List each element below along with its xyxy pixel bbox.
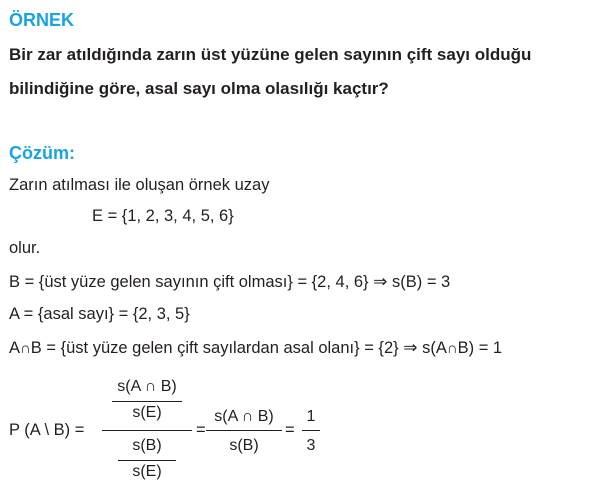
middle-fraction-bar [206,430,282,431]
denominator-fraction-bar [118,460,176,461]
main-fraction-bar [102,430,192,431]
set-b-count: s(B) = 3 [392,273,451,291]
result-text: olur. [9,239,41,257]
denominator-bottom: s(E) [132,463,162,480]
numerator-bottom: s(E) [132,404,162,421]
question-line-1: Bir zar atıldığında zarın üst yüzüne gelen sayının çift sayı olduğu [9,45,532,64]
intersection-symbol: ∩ [446,340,458,357]
intersection-line [9,338,502,358]
intersection-symbol: ∩ [20,340,31,357]
numerator-fraction-bar [112,401,182,402]
solution-heading: Çözüm: [9,143,75,163]
intersection-definition: B = {üst yüze gelen çift sayılardan asal olanı} = {2} [30,339,399,357]
numerator-top: s(A ∩ B) [117,378,177,395]
probability-lhs: P (A \ B) = [9,421,85,439]
middle-denominator: s(B) [229,437,259,454]
result-numerator: 1 [306,408,316,425]
implies-arrow: ⇒ [403,338,418,357]
middle-numerator: s(A ∩ B) [214,408,274,425]
denominator-top: s(B) [132,437,162,454]
result-denominator: 3 [306,437,316,454]
intersection-count-a: s(A [422,339,447,357]
implies-arrow: ⇒ [373,272,388,291]
example-heading: ÖRNEK [9,10,75,30]
set-b-definition: B = {üst yüze gelen sayının çift olması} = {2, 4, 6} [9,273,369,291]
set-a-line: A = {asal sayı} = {2, 3, 5} [9,305,190,323]
set-b-line [9,272,450,292]
equals-sign-2: = [285,421,295,439]
sample-space-intro: Zarın atılması ile oluşan örnek uzay [9,176,270,194]
equals-sign-1: = [196,421,206,439]
question-line-2: bilindiğine göre, asal sayı olma olasılığı kaçtır? [9,79,389,98]
intersection-a: A [9,339,21,357]
sample-space-set: E = {1, 2, 3, 4, 5, 6} [92,207,234,225]
intersection-count-b: B) = 1 [457,339,503,357]
result-fraction-bar [302,430,320,431]
